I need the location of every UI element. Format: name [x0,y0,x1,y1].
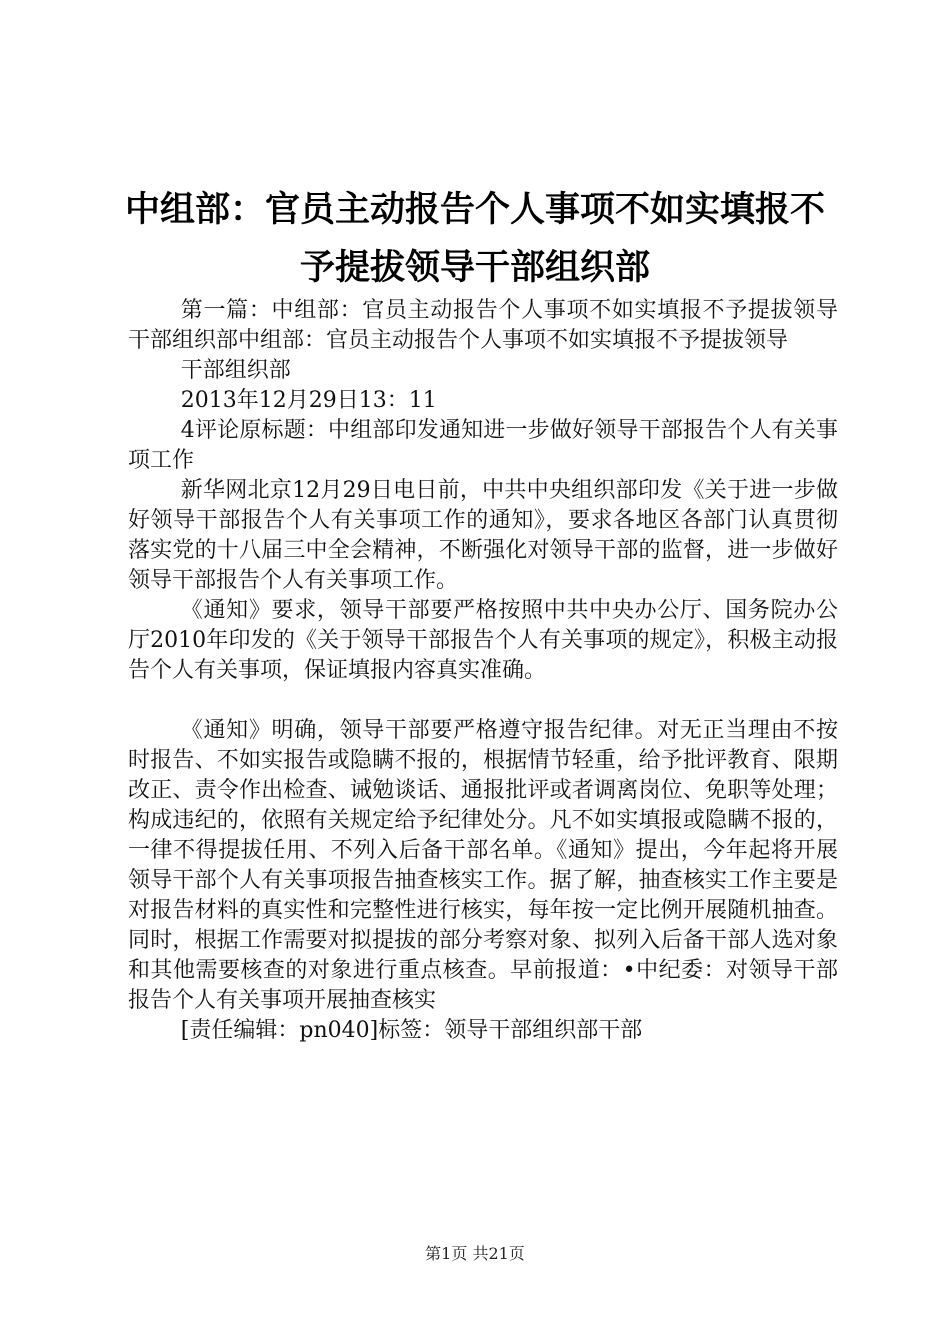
paragraph-department: 干部组织部 [180,358,291,383]
document-title-line-2: 予提拔领导干部组织部 [299,248,650,288]
paragraph-editor-tags: [责任编辑：pn040]标签：领导干部组织部干部 [180,1018,643,1043]
paragraph-discipline: 《通知》明确，领导干部要严格遵守报告纪律。对无正当理由不按时报告、不如实报告或隐瞒不报的，根据情节轻重，给予批评教育、限期改正、责令作出检查、诫勉谈话、通报批评或者调离岗位、免职等处理；构成违纪的，依照有关规定给予纪律处分。凡不如实填报或隐瞒不报的，一律不得提拔任用、不列入后备干部名单。《通知》提出，今年起将开展领导干部个人有关事项报告抽查核实工作。据了解，抽查核实工作主要是对报告材料的真实性和完整性进行核实，每年按一定比例开展随机抽查。同时，根据工作需要对拟提拔的部分考察对象、拟列入后备干部人选对象和其他需要核查的对象进行重点核查。早前报道：•中纪委：对领导干部报告个人有关事项开展抽查核实 [128,718,838,1013]
paragraph-date: 2013年12月29日13：11 [180,388,437,413]
page-number-footer: 第1页 共21页 [425,1244,525,1263]
document-title-line-1: 中组部：官员主动报告个人事项不如实填报不 [124,190,825,230]
document-body [128,296,838,1046]
paragraph-original-title: 4评论原标题：中组部印发通知进一步做好领导干部报告个人有关事项工作 [128,418,838,473]
paragraph-intro: 第一篇：中组部：官员主动报告个人事项不如实填报不予提拔领导干部组织部中组部：官员主动报告个人事项不如实填报不予提拔领导 [128,298,838,353]
paragraph-requirements: 《通知》要求，领导干部要严格按照中共中央办公厅、国务院办公厅2010年印发的《关于领导干部报告个人有关事项的规定》，积极主动报告个人有关事项，保证填报内容真实准确。 [128,598,838,683]
paragraph-news-lead: 新华网北京12月29日电日前，中共中央组织部印发《关于进一步做好领导干部报告个人有关事项工作的通知》，要求各地区各部门认真贯彻落实党的十八届三中全会精神，不断强化对领导干部的监督，进一步做好领导干部报告个人有关事项工作。 [128,478,838,593]
